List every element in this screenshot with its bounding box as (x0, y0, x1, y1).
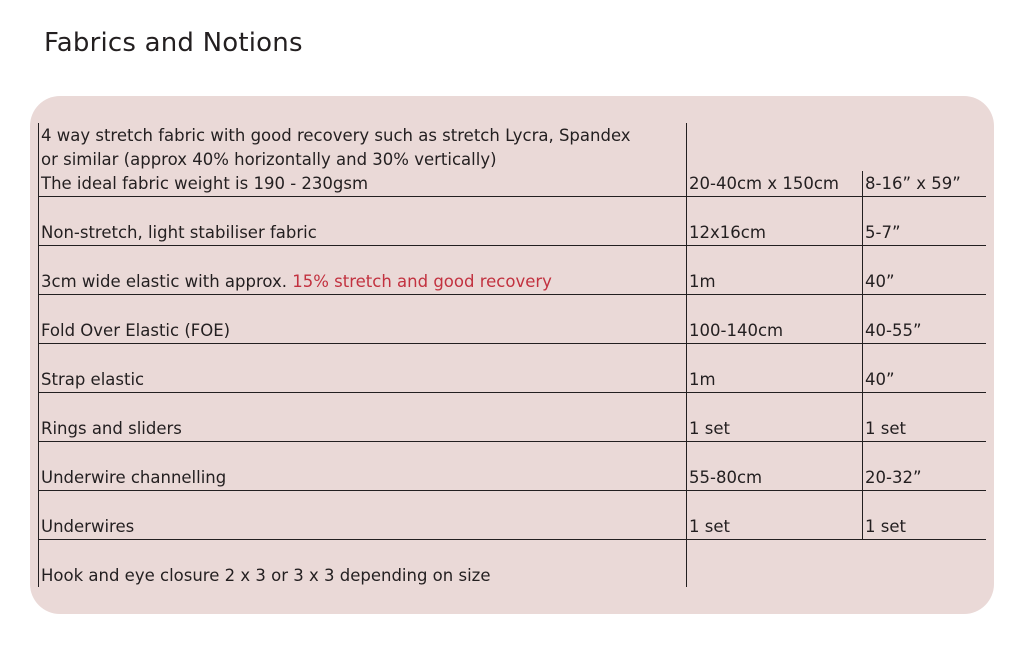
imperial-quantity: 8-16” x 59” (865, 174, 961, 193)
imperial-quantity: 40” (865, 370, 895, 389)
table-row-description: Non-stretch, light stabiliser fabric (41, 223, 317, 242)
table-row-divider (38, 392, 986, 393)
table-row-description (41, 124, 631, 196)
description-line: or similar (approx 40% horizontally and 30% vertically) (41, 150, 497, 169)
imperial-quantity: 40-55” (865, 321, 922, 340)
page-title: Fabrics and Notions (44, 28, 303, 58)
table-row-description: Underwires (41, 517, 135, 536)
description-line: The ideal fabric weight is 190 - 230gsm (41, 174, 369, 193)
table-left-border (38, 123, 39, 587)
table-column-divider-imperial (862, 171, 863, 540)
table-row-description (41, 270, 552, 294)
table-row-divider (38, 196, 986, 197)
table-row-divider (38, 441, 986, 442)
table-row-divider (38, 343, 986, 344)
table-row-divider (38, 294, 986, 295)
table-row-divider (38, 539, 986, 540)
table-row-description: Strap elastic (41, 370, 145, 389)
table-row-description: Underwire channelling (41, 468, 227, 487)
description-text: 3cm wide elastic with approx. (41, 272, 293, 291)
metric-quantity: 1 set (689, 517, 730, 536)
table-row-divider (38, 245, 986, 246)
metric-quantity: 12x16cm (689, 223, 766, 242)
metric-quantity: 1m (689, 370, 716, 389)
metric-quantity: 20-40cm x 150cm (689, 174, 839, 193)
metric-quantity: 100-140cm (689, 321, 784, 340)
metric-quantity: 1m (689, 272, 716, 291)
description-line: 4 way stretch fabric with good recovery such as stretch Lycra, Spandex (41, 126, 631, 145)
highlighted-stretch-note: 15% stretch and good recovery (292, 272, 552, 291)
metric-quantity: 55-80cm (689, 468, 763, 487)
table-row-divider (38, 490, 986, 491)
imperial-quantity: 1 set (865, 517, 906, 536)
metric-quantity: 1 set (689, 419, 730, 438)
imperial-quantity: 5-7” (865, 223, 901, 242)
imperial-quantity: 20-32” (865, 468, 922, 487)
imperial-quantity: 1 set (865, 419, 906, 438)
table-row-description: Fold Over Elastic (FOE) (41, 321, 231, 340)
table-row-description: Rings and sliders (41, 419, 182, 438)
table-row-description: Hook and eye closure 2 x 3 or 3 x 3 depending on size (41, 566, 491, 585)
imperial-quantity: 40” (865, 272, 895, 291)
table-column-divider-metric (686, 123, 687, 587)
